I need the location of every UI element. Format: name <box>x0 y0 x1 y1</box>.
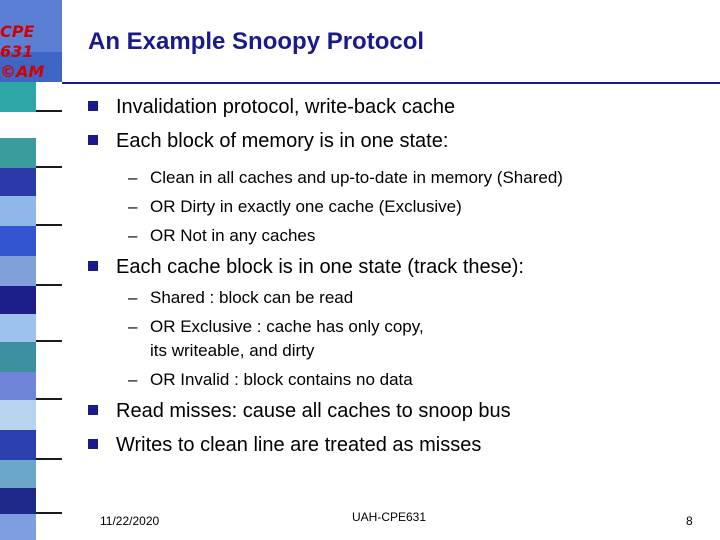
sub-item <box>128 315 424 363</box>
bullet-text: Invalidation protocol, write-back cache <box>116 96 456 118</box>
strip-block <box>0 112 36 138</box>
strip-block <box>0 488 36 514</box>
strip-block <box>0 286 36 314</box>
square-bullet-icon <box>88 439 98 449</box>
strip-block <box>0 314 36 342</box>
bullet-text: Writes to clean line are treated as misses <box>116 434 482 456</box>
strip-block <box>0 226 36 256</box>
dash-marker: – <box>128 370 138 389</box>
strip-divider <box>36 340 62 342</box>
dash-marker: – <box>128 288 138 307</box>
strip-divider <box>36 110 62 112</box>
strip-block <box>0 256 36 286</box>
strip-divider <box>36 398 62 400</box>
strip-block <box>0 342 36 372</box>
sub-item-continuation: its writeable, and dirty <box>150 341 315 360</box>
bullet-text: Read misses: cause all caches to snoop bus <box>116 400 511 422</box>
strip-block <box>0 514 36 540</box>
footer-date: 11/22/2020 <box>100 514 160 528</box>
strip-divider <box>36 284 62 286</box>
dash-marker: – <box>128 168 138 187</box>
sub-item-text: Clean in all caches and up-to-date in memory (Shared) <box>150 168 563 187</box>
course-logo <box>0 22 66 82</box>
dash-marker: – <box>128 317 138 336</box>
square-bullet-icon <box>88 405 98 415</box>
strip-block <box>0 82 36 112</box>
bullet-item <box>88 434 481 457</box>
strip-block <box>0 460 36 488</box>
bullet-text: Each cache block is in one state (track these): <box>116 256 524 278</box>
sub-item-text: OR Dirty in exactly one cache (Exclusive) <box>150 197 462 216</box>
strip-divider <box>36 458 62 460</box>
bullet-item <box>88 400 511 423</box>
bullet-item <box>88 130 448 153</box>
strip-divider <box>36 512 62 514</box>
strip-block <box>0 196 36 226</box>
sub-item <box>128 368 413 392</box>
logo-line: CPE <box>0 22 35 41</box>
square-bullet-icon <box>88 101 98 111</box>
bullet-item <box>88 96 455 119</box>
strip-block <box>0 400 36 430</box>
title-divider <box>62 82 720 84</box>
dash-marker: – <box>128 197 138 216</box>
strip-divider <box>36 166 62 168</box>
logo-line: 631 <box>0 42 34 61</box>
bullet-text: Each block of memory is in one state: <box>116 130 449 152</box>
sub-item <box>128 224 315 248</box>
square-bullet-icon <box>88 135 98 145</box>
slide-title: An Example Snoopy Protocol <box>88 28 425 55</box>
page-number: 8 <box>686 514 693 528</box>
strip-block <box>0 168 36 196</box>
strip-divider <box>36 224 62 226</box>
sub-item <box>128 286 353 310</box>
sub-item <box>128 166 563 190</box>
sub-item <box>128 195 462 219</box>
strip-block <box>0 138 36 168</box>
bullet-item <box>88 256 524 279</box>
sub-item-text: OR Invalid : block contains no data <box>150 370 413 389</box>
footer-center: UAH-CPE631 <box>352 510 427 524</box>
strip-block <box>0 430 36 460</box>
sub-item-text: OR Exclusive : cache has only copy, <box>150 317 424 336</box>
logo-line: ©AM <box>0 62 45 81</box>
square-bullet-icon <box>88 261 98 271</box>
sub-item-text: OR Not in any caches <box>150 226 316 245</box>
dash-marker: – <box>128 226 138 245</box>
sub-item-text: Shared : block can be read <box>150 288 354 307</box>
strip-block <box>0 372 36 400</box>
